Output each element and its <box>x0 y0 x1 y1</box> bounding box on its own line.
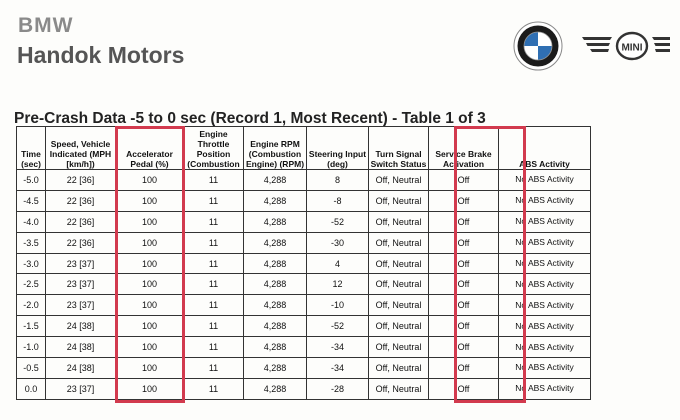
table-cell: Off <box>429 337 499 358</box>
column-header: Engine RPM (Combustion Engine) (RPM) <box>244 127 307 170</box>
table-cell: -34 <box>307 358 369 379</box>
table-cell: 4,288 <box>244 316 307 337</box>
table-cell: Off <box>429 211 499 232</box>
table-cell: -30 <box>307 232 369 253</box>
table-cell: -2.5 <box>17 274 46 295</box>
column-header: Speed, Vehicle Indicated (MPH [km/h]) <box>46 127 116 170</box>
table-cell: 11 <box>184 253 244 274</box>
table-cell: -10 <box>307 295 369 316</box>
brand-logos <box>510 20 670 76</box>
table-cell: Off <box>429 190 499 211</box>
pre-crash-data-table <box>16 126 591 400</box>
table-cell: 4,288 <box>244 274 307 295</box>
table-cell: Off, Neutral <box>369 316 429 337</box>
table-cell: No ABS Activity <box>499 337 591 358</box>
table-cell: 100 <box>116 170 184 191</box>
table-cell: -52 <box>307 211 369 232</box>
table-cell: 8 <box>307 170 369 191</box>
table-cell: 4,288 <box>244 170 307 191</box>
table-cell: Off <box>429 232 499 253</box>
table-cell: 23 [37] <box>46 253 116 274</box>
table-cell: -5.0 <box>17 170 46 191</box>
column-header: Accelerator Pedal (%) <box>116 127 184 170</box>
table-cell: Off, Neutral <box>369 295 429 316</box>
column-header: Turn Signal Switch Status <box>369 127 429 170</box>
table-cell: 12 <box>307 274 369 295</box>
table-cell: 23 [37] <box>46 378 116 399</box>
table-header-row <box>17 127 591 170</box>
table-cell: No ABS Activity <box>499 316 591 337</box>
table-cell: Off, Neutral <box>369 378 429 399</box>
table-cell: Off <box>429 316 499 337</box>
table-row <box>17 170 591 191</box>
table-cell: 4,288 <box>244 378 307 399</box>
table-cell: 24 [38] <box>46 358 116 379</box>
table-cell: 11 <box>184 295 244 316</box>
table-cell: 100 <box>116 274 184 295</box>
table-cell: Off <box>429 170 499 191</box>
table-cell: No ABS Activity <box>499 232 591 253</box>
table-cell: No ABS Activity <box>499 378 591 399</box>
table-cell: -3.0 <box>17 253 46 274</box>
table-cell: 100 <box>116 253 184 274</box>
table-cell: Off, Neutral <box>369 274 429 295</box>
table-cell: 23 [37] <box>46 295 116 316</box>
column-header: Service Brake Activation <box>429 127 499 170</box>
table-cell: 100 <box>116 211 184 232</box>
table-cell: 11 <box>184 378 244 399</box>
table-cell: Off <box>429 274 499 295</box>
table-row <box>17 253 591 274</box>
table-cell: 11 <box>184 211 244 232</box>
table-cell: 22 [36] <box>46 170 116 191</box>
table-row <box>17 232 591 253</box>
table-cell: -0.5 <box>17 358 46 379</box>
table-cell: -4.0 <box>17 211 46 232</box>
column-header: Steering Input (deg) <box>307 127 369 170</box>
table-cell: 22 [36] <box>46 211 116 232</box>
table-cell: 100 <box>116 316 184 337</box>
table-cell: 4,288 <box>244 295 307 316</box>
table-row <box>17 274 591 295</box>
table-cell: -8 <box>307 190 369 211</box>
table-cell: 100 <box>116 232 184 253</box>
table-cell: Off, Neutral <box>369 232 429 253</box>
column-header: Engine Throttle Position (Combustion <box>184 127 244 170</box>
table-cell: Off <box>429 378 499 399</box>
column-header: ABS Activity <box>499 127 591 170</box>
table-cell: -3.5 <box>17 232 46 253</box>
table-cell: 4,288 <box>244 190 307 211</box>
table-cell: 11 <box>184 232 244 253</box>
table-cell: 11 <box>184 358 244 379</box>
table-cell: No ABS Activity <box>499 274 591 295</box>
table-cell: 11 <box>184 337 244 358</box>
brand-name-bmw: BMW <box>18 14 74 37</box>
table-cell: 23 [37] <box>46 274 116 295</box>
table-row <box>17 316 591 337</box>
table-cell: Off <box>429 358 499 379</box>
table-cell: Off, Neutral <box>369 253 429 274</box>
svg-text:MINI: MINI <box>621 42 643 54</box>
bmw-roundel-logo <box>514 22 562 70</box>
table-cell: -34 <box>307 337 369 358</box>
table-cell: Off, Neutral <box>369 211 429 232</box>
table-cell: Off, Neutral <box>369 170 429 191</box>
table-cell: Off, Neutral <box>369 337 429 358</box>
table-cell: 4,288 <box>244 253 307 274</box>
table-cell: -4.5 <box>17 190 46 211</box>
table-cell: -28 <box>307 378 369 399</box>
table-cell: 100 <box>116 190 184 211</box>
table-cell: 11 <box>184 316 244 337</box>
table-cell: 4,288 <box>244 232 307 253</box>
table-cell: Off <box>429 295 499 316</box>
brand-name-handok-motors: Handok Motors <box>17 42 185 68</box>
table-cell: 11 <box>184 190 244 211</box>
table-cell: -2.0 <box>17 295 46 316</box>
mini-logo <box>582 33 670 59</box>
table-cell: No ABS Activity <box>499 170 591 191</box>
table-cell: 100 <box>116 358 184 379</box>
table-body <box>17 170 591 400</box>
table-cell: No ABS Activity <box>499 358 591 379</box>
table-row <box>17 190 591 211</box>
table-row <box>17 378 591 399</box>
table-cell: 4 <box>307 253 369 274</box>
table-cell: No ABS Activity <box>499 190 591 211</box>
table-cell: 100 <box>116 337 184 358</box>
table-cell: Off, Neutral <box>369 190 429 211</box>
table-cell: 11 <box>184 170 244 191</box>
table-cell: 24 [38] <box>46 337 116 358</box>
table-cell: No ABS Activity <box>499 211 591 232</box>
table-cell: 4,288 <box>244 211 307 232</box>
table-cell: 4,288 <box>244 337 307 358</box>
column-header: Time (sec) <box>17 127 46 170</box>
table-cell: Off <box>429 253 499 274</box>
table-cell: Off, Neutral <box>369 358 429 379</box>
table-row <box>17 358 591 379</box>
table-cell: 100 <box>116 295 184 316</box>
table-cell: 4,288 <box>244 358 307 379</box>
table-cell: 100 <box>116 378 184 399</box>
table-cell: No ABS Activity <box>499 253 591 274</box>
table-row <box>17 295 591 316</box>
table-cell: 0.0 <box>17 378 46 399</box>
table-row <box>17 211 591 232</box>
table-cell: 22 [36] <box>46 232 116 253</box>
table-cell: -1.5 <box>17 316 46 337</box>
table-cell: No ABS Activity <box>499 295 591 316</box>
table-row <box>17 337 591 358</box>
table-cell: 11 <box>184 274 244 295</box>
table-cell: -52 <box>307 316 369 337</box>
table-cell: 24 [38] <box>46 316 116 337</box>
table-cell: 22 [36] <box>46 190 116 211</box>
table-title: Pre-Crash Data -5 to 0 sec (Record 1, Most Recent) - Table 1 of 3 <box>14 110 486 127</box>
table-cell: -1.0 <box>17 337 46 358</box>
